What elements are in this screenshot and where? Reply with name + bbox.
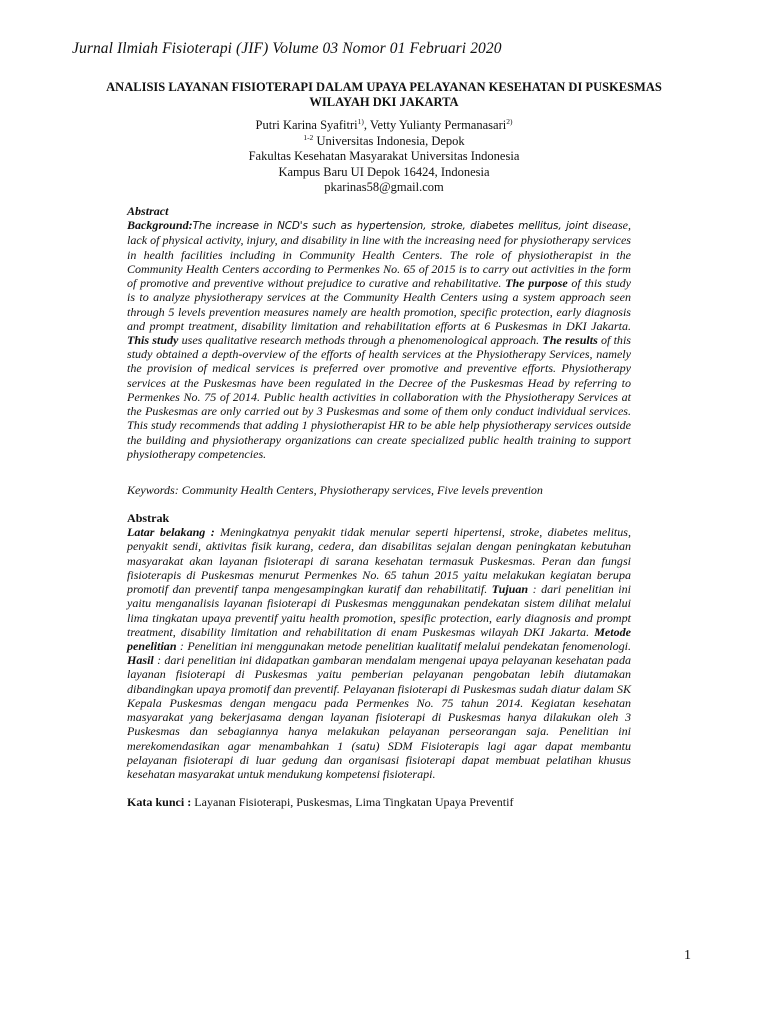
abstract-text-part-3: uses qualitative research methods through a phenomenological approach. <box>178 332 543 347</box>
purpose-label: The purpose <box>505 276 568 291</box>
paper-title-line-1: ANALISIS LAYANAN FISIOTERAPI DALAM UPAYA PELAYANAN KESEHATAN DI PUSKESMAS <box>106 80 662 94</box>
abstrak-text-part-3: : Penelitian ini menggunakan metode penelitian kualitatif melalui pendekatan fenomenologi. <box>176 638 631 653</box>
abstrak-heading: Abstrak <box>127 511 170 525</box>
abstrak-text-part-2: : dari penelitian ini yaitu menganalisis layanan fisioterapi di Puskesmas menggunakan pendekatan sistem dilihat melalui lima tingkatan upaya preventif yaitu health promotion, spesific protection, early diagnosis and prompt treatment, disability limitation and rehabilitation di enam Puskesmas wilayah DKI Jakarta. <box>127 582 631 639</box>
latar-belakang-label: Latar belakang : <box>127 525 215 540</box>
kata-kunci <box>127 795 631 810</box>
indonesian-abstract <box>127 511 631 781</box>
affiliation-university: Universitas Indonesia, Depok <box>313 133 465 148</box>
metode-label: Metode penelitian <box>127 624 631 653</box>
english-abstract <box>127 204 631 461</box>
affiliation-marker: 1-2 <box>303 132 314 142</box>
kata-kunci-text: Layanan Fisioterapi, Puskesmas, Lima Tingkatan Upaya Preventif <box>191 795 514 809</box>
author-email: pkarinas58@gmail.com <box>324 180 444 194</box>
author-2-marker: 2) <box>506 116 513 126</box>
abstract-text-part-1: disease, lack of physical activity, injury, and disability in line with the increasing need for physiotherapy services in health facilities including in Community Health Centers. The role of physiotherapist in the Community Health Centers according to Permenkes No. 65 of 2015 is to carry out activities in the form of promotive and preventive without prejudice to curative and rehabilitative. <box>127 218 631 291</box>
background-label: Background: <box>127 218 193 233</box>
journal-header: Jurnal Ilmiah Fisioterapi (JIF) Volume 03 Nomor 01 Februari 2020 <box>72 40 502 57</box>
author-separator: , <box>363 118 370 132</box>
page-number: 1 <box>684 948 691 963</box>
author-2-name: Vetty Yulianty Permanasari <box>369 118 507 132</box>
study-label: This study <box>127 332 179 347</box>
paper-title <box>80 80 688 110</box>
keywords: Keywords: Community Health Centers, Physiotherapy services, Five levels prevention <box>127 483 543 497</box>
results-label: The results <box>542 332 598 347</box>
affiliation-address: Kampus Baru UI Depok 16424, Indonesia <box>278 164 490 179</box>
abstract-heading: Abstract <box>127 204 169 218</box>
abstrak-text-part-1: Meningkatnya penyakit tidak menular seperti hipertensi, stroke, diabetes melitus, penyakit sendi, aktivitas fisik kurang, cedera, dan disabilitas sejalan dengan peningkatan kebutuhan masyarakat akan layanan fisioterapi di sarana kesehatan termasuk Puskesmas. Peran dan fungsi fisioterapis di Puskesmas menurut Permenkes No. 65 tahun 2015 yaitu melakukan kegiatan berupa promotif dan preventif tanpa mengesampingkan kuratif dan rehabilitatif. <box>127 525 631 597</box>
tujuan-label: Tujuan <box>491 582 529 597</box>
author-1-marker: 1) <box>357 116 364 126</box>
background-text: The increase in NCD's such as hypertension, stroke, diabetes mellitus, joint <box>192 220 589 233</box>
author-block <box>130 118 638 196</box>
abstract-text-part-2: of this study is to analyze physiotherapy services at the Community Health Centers using a system approach seen through 5 levels prevention measures namely are health promotion, specific protection, early diagnosis and prompt treatment, disability limitation and rehabilitation efforts at 6 Puskesmas in DKI Jakarta. <box>127 276 631 333</box>
affiliation-line <box>130 134 638 150</box>
abstract-text-part-4: of this study obtained a depth-overview of the efforts of health services at the Physiotherapy Services, namely the provision of medical services is preferred over promotive and preventive efforts. Physiotherapy services at the Puskesmas have been regulated in the Decree of the Puskesmas Head by referring to Permenkes No. 75 of 2014. Public health activities in collaboration with the Physiotherapy Services at the Puskesmas are only carried out by 3 Puskesmas and some of them only conduct individual services. This study recommends that adding 1 physiotherapist HR to be able help physiotherapy services outside the building and physiotherapy organizations can create specialized public health training to support physiotherapy competencies. <box>127 332 631 461</box>
abstrak-text-part-4: : dari penelitian ini didapatkan gambaran mendalam mengenai upaya pelayanan kesehatan pada layanan fisioterapi di Puskesmas yaitu pemberian pelayanan pengobatan lebih diutamakan dibandingkan upaya promotif dan preventif. Pelayanan fisioterapi di Puskesmas sudah diatur dalam SK Kepala Puskesmas dengan mengacu pada Permenkes No. 75 tahun 2014. Kegiatan kesehatan masyarakat yang bekerjasama dengan layanan fisioterapi di Puskesmas hanya dilakukan oleh 3 Puskesmas dan sebagiannya hanya melakukan pelayanan perseorangan saja. Penelitian ini merekomendasikan agar menambahkan 1 (satu) SDM Fisioterapis lagi agar dapat membantu pelayanan fisioterapi di luar gedung dan organisasi fisioterapi dapat membuat pelatihan khusus kesehatan masyarakat untuk mendukung kompetensi fisioterapi. <box>127 653 631 781</box>
paper-title-line-2: WILAYAH DKI JAKARTA <box>309 95 459 109</box>
author-line <box>130 118 638 134</box>
hasil-label: Hasil <box>127 653 154 668</box>
kata-kunci-label: Kata kunci : <box>127 795 192 809</box>
author-1-name: Putri Karina Syafitri <box>255 118 358 132</box>
affiliation-faculty: Fakultas Kesehatan Masyarakat Universitas Indonesia <box>248 149 520 163</box>
